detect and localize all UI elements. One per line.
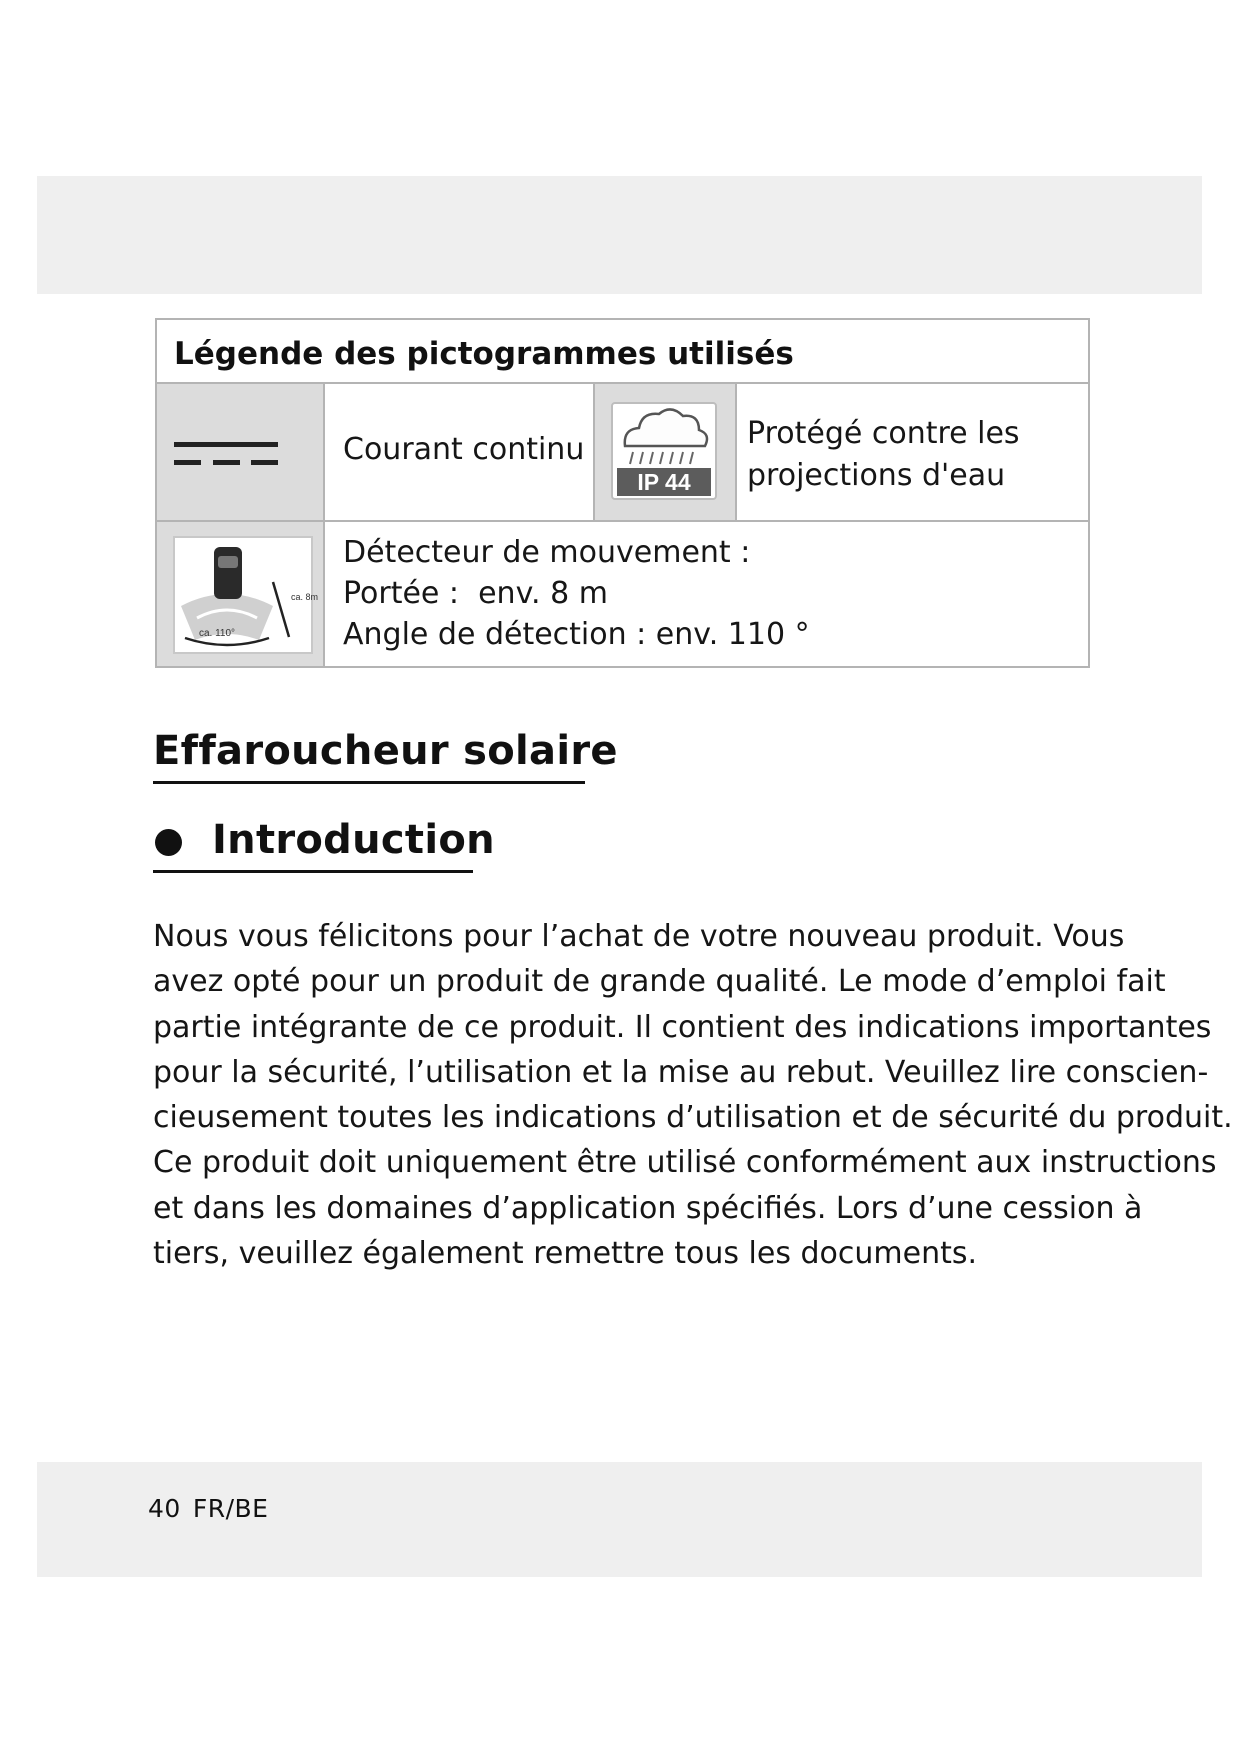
page-number: 40: [148, 1494, 181, 1523]
heading-main: Effaroucheur solaire: [153, 728, 618, 774]
motion-icon-cell: [157, 522, 323, 666]
dc-label: Courant continu: [343, 432, 585, 467]
ip-label: Protégé contre les projections d'eau: [747, 416, 1020, 493]
header-band: [37, 176, 1202, 294]
direct-current-icon: [157, 384, 323, 520]
intro-paragraph: Nous vous félicitons pour l’achat de votre nouveau produit. Vous avez opté pour un produit de grande qualité. Le mode d’emploi fait partie intégrante de ce produit. Il contient des indications importantes pour la sécurité, l’utilisation et la mise au rebut. Veuillez lire conscien- cieusement toutes les indications d’utilisation et de sécurité du produit. Ce produit doit uniquement être utilisé conformément aux instructions et dans les domaines d’application spécifiés. Lors d’une cession à tiers, veuillez également remettre tous les documents.: [153, 919, 1233, 1272]
heading-main-underline: [153, 781, 585, 784]
range-label: ca. 8m: [291, 592, 319, 602]
legend-title: Légende des pictogrammes utilisés: [157, 320, 1088, 384]
heading-introduction-underline: [153, 870, 473, 873]
heading-introduction: Introduction: [212, 817, 495, 863]
ip-icon-cell: [595, 384, 735, 520]
bullet-icon: [155, 829, 182, 856]
pictogram-legend-table: [155, 318, 1090, 668]
motion-label: Détecteur de mouvement : Portée : env. 8 m Angle de détection : env. 110 °: [343, 535, 810, 652]
angle-label: ca. 110°: [198, 628, 236, 639]
rain-cloud-icon: [595, 384, 735, 520]
language-code: FR/BE: [192, 1494, 269, 1523]
ip-badge: IP 44: [637, 469, 691, 495]
motion-detector-icon: [157, 522, 323, 666]
page-footer: [148, 1494, 280, 1523]
dc-icon-cell: [157, 384, 323, 520]
